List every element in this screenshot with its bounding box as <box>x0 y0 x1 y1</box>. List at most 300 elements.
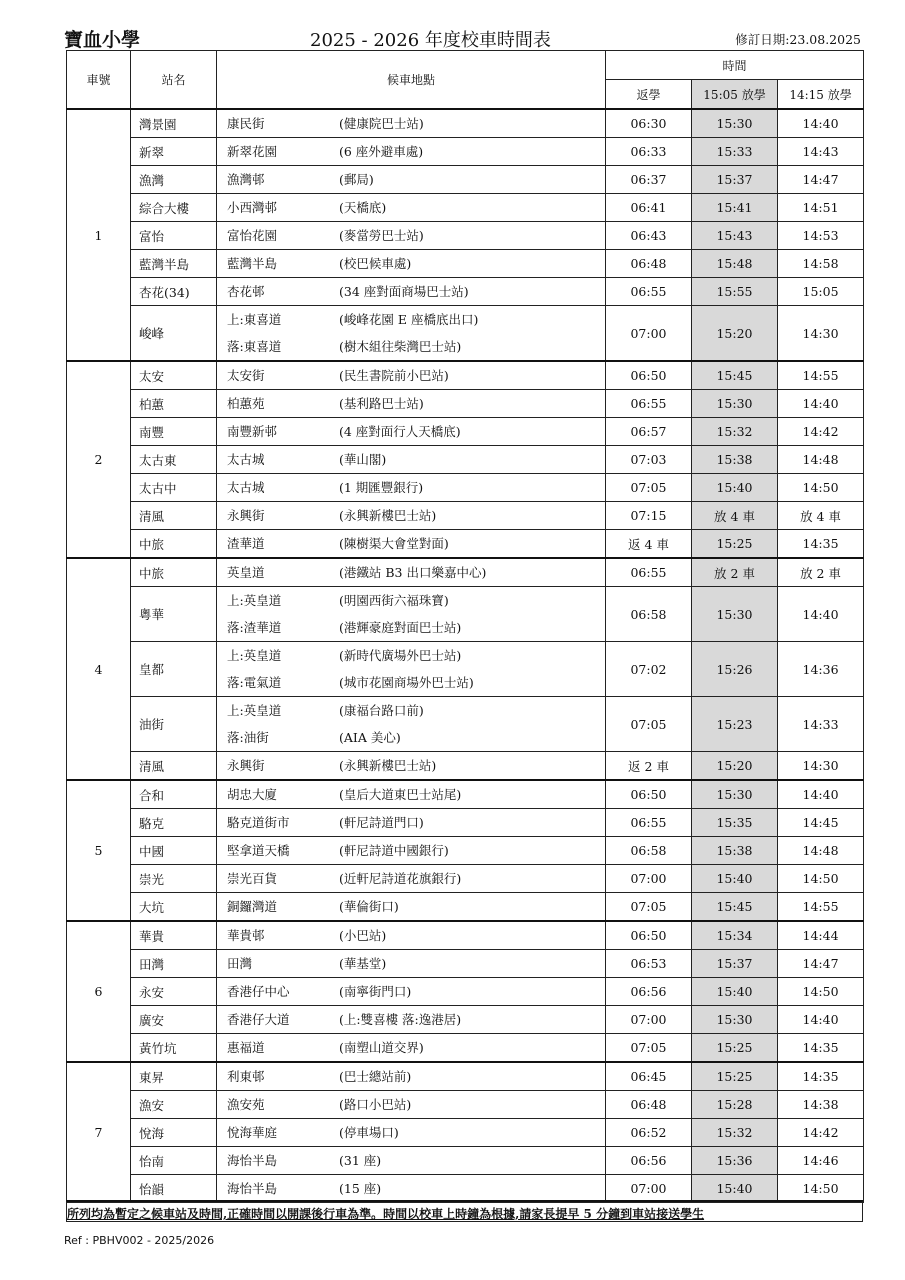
pickup-location <box>217 250 606 278</box>
stop-name: 合和 <box>131 780 217 809</box>
bus-number: 4 <box>67 558 131 780</box>
time-dismiss-1415: 15:05 <box>778 278 864 306</box>
page-header <box>0 0 905 50</box>
time-morning: 06:48 <box>606 1091 692 1119</box>
table-row <box>67 390 864 418</box>
location-detail: (天橋底) <box>339 200 387 215</box>
time-dismiss-1415: 14:30 <box>778 306 864 362</box>
table-row <box>67 474 864 502</box>
table-row <box>67 865 864 893</box>
stop-name: 駱克 <box>131 809 217 837</box>
stop-name: 永安 <box>131 978 217 1006</box>
location-detail: (上:雙喜樓 落:逸港居) <box>339 1012 462 1027</box>
location-place: 南豐新邨 <box>227 424 278 439</box>
time-morning: 06:33 <box>606 138 692 166</box>
time-dismiss-1505: 15:40 <box>692 978 778 1006</box>
time-dismiss-1415: 14:50 <box>778 865 864 893</box>
location-line <box>227 724 605 751</box>
location-place: 堅拿道天橋 <box>227 843 290 858</box>
time-dismiss-1415: 14:58 <box>778 250 864 278</box>
location-line <box>227 306 605 333</box>
time-dismiss-1505: 放 4 車 <box>692 502 778 530</box>
location-detail: (港鐵站 B3 出口樂嘉中心) <box>339 565 487 580</box>
pickup-location <box>217 306 606 362</box>
revision-date: 修訂日期:23.08.2025 <box>735 32 861 47</box>
location-line <box>227 138 605 165</box>
time-morning: 07:02 <box>606 642 692 697</box>
stop-name: 灣景園 <box>131 109 217 138</box>
location-place: 銅鑼灣道 <box>227 899 278 914</box>
location-place: 香港仔大道 <box>227 1012 290 1027</box>
stop-name: 藍灣半島 <box>131 250 217 278</box>
location-line <box>227 333 605 360</box>
stop-name: 油街 <box>131 697 217 752</box>
time-dismiss-1505: 15:43 <box>692 222 778 250</box>
time-dismiss-1415: 14:50 <box>778 978 864 1006</box>
time-dismiss-1505: 15:20 <box>692 752 778 781</box>
location-line <box>227 978 605 1005</box>
stop-name: 太古東 <box>131 446 217 474</box>
pickup-location <box>217 446 606 474</box>
location-detail: (15 座) <box>339 1181 382 1196</box>
location-place: 胡忠大廈 <box>227 787 278 802</box>
page-title: 2025 - 2026 年度校車時間表 <box>310 30 551 51</box>
time-morning: 06:58 <box>606 837 692 865</box>
location-detail: (明園西街六福珠寶) <box>339 593 449 608</box>
time-dismiss-1415: 14:33 <box>778 697 864 752</box>
time-morning: 06:52 <box>606 1119 692 1147</box>
bus-number: 7 <box>67 1062 131 1203</box>
time-dismiss-1505: 15:30 <box>692 1006 778 1034</box>
location-place: 太古城 <box>227 480 265 495</box>
header-time: 時間 <box>606 51 864 80</box>
time-dismiss-1505: 15:41 <box>692 194 778 222</box>
table-row <box>67 166 864 194</box>
location-place: 上:英皇道 <box>227 703 282 718</box>
location-line <box>227 752 605 779</box>
location-detail: (新時代廣場外巴士站) <box>339 648 462 663</box>
location-line <box>227 950 605 977</box>
location-detail: (34 座對面商場巴士站) <box>339 284 469 299</box>
time-dismiss-1415: 14:35 <box>778 530 864 559</box>
time-morning: 06:55 <box>606 278 692 306</box>
time-dismiss-1505: 15:23 <box>692 697 778 752</box>
location-detail: (路口小巴站) <box>339 1097 412 1112</box>
location-line <box>227 418 605 445</box>
time-dismiss-1505: 放 2 車 <box>692 558 778 587</box>
time-morning: 06:48 <box>606 250 692 278</box>
time-dismiss-1415: 14:55 <box>778 893 864 922</box>
location-place: 英皇道 <box>227 565 265 580</box>
pickup-location <box>217 809 606 837</box>
location-detail: (停車場口) <box>339 1125 399 1140</box>
location-detail: (華倫街口) <box>339 899 399 914</box>
stop-name: 大坑 <box>131 893 217 922</box>
location-line <box>227 250 605 277</box>
stop-name: 中國 <box>131 837 217 865</box>
stop-name: 富怡 <box>131 222 217 250</box>
stop-name: 太安 <box>131 361 217 390</box>
table-row <box>67 138 864 166</box>
pickup-location <box>217 530 606 559</box>
time-dismiss-1505: 15:55 <box>692 278 778 306</box>
location-line <box>227 922 605 949</box>
time-dismiss-1505: 15:32 <box>692 1119 778 1147</box>
location-place: 新翠花園 <box>227 144 278 159</box>
location-place: 落:油街 <box>227 730 269 745</box>
table-row <box>67 418 864 446</box>
time-dismiss-1505: 15:40 <box>692 474 778 502</box>
header-dismiss-1505: 15:05 放學 <box>692 80 778 110</box>
time-dismiss-1505: 15:37 <box>692 950 778 978</box>
location-line <box>227 1063 605 1090</box>
time-dismiss-1415: 14:51 <box>778 194 864 222</box>
time-dismiss-1415: 14:45 <box>778 809 864 837</box>
pickup-location <box>217 780 606 809</box>
stop-name: 綜合大樓 <box>131 194 217 222</box>
table-row <box>67 361 864 390</box>
time-dismiss-1505: 15:26 <box>692 642 778 697</box>
time-morning: 06:43 <box>606 222 692 250</box>
location-place: 海怡半島 <box>227 1181 278 1196</box>
table-row <box>67 1147 864 1175</box>
time-dismiss-1415: 14:53 <box>778 222 864 250</box>
time-morning: 06:58 <box>606 587 692 642</box>
bus-number: 2 <box>67 361 131 558</box>
table-row <box>67 278 864 306</box>
stop-name: 華貴 <box>131 921 217 950</box>
stop-name: 悅海 <box>131 1119 217 1147</box>
table-row <box>67 306 864 362</box>
location-place: 柏蕙苑 <box>227 396 265 411</box>
table-row <box>67 978 864 1006</box>
time-morning: 06:45 <box>606 1062 692 1091</box>
time-dismiss-1505: 15:36 <box>692 1147 778 1175</box>
time-dismiss-1505: 15:34 <box>692 921 778 950</box>
location-detail: (近軒尼詩道花旗銀行) <box>339 871 462 886</box>
pickup-location <box>217 194 606 222</box>
location-line <box>227 474 605 501</box>
time-dismiss-1415: 14:38 <box>778 1091 864 1119</box>
table-row <box>67 837 864 865</box>
time-dismiss-1415: 放 2 車 <box>778 558 864 587</box>
table-row <box>67 250 864 278</box>
time-morning: 07:00 <box>606 1175 692 1203</box>
header-location: 候車地點 <box>217 51 606 110</box>
pickup-location <box>217 222 606 250</box>
time-morning: 06:50 <box>606 921 692 950</box>
time-morning: 07:05 <box>606 1034 692 1063</box>
pickup-location <box>217 950 606 978</box>
table-row <box>67 752 864 781</box>
time-morning: 07:05 <box>606 697 692 752</box>
time-dismiss-1415: 14:40 <box>778 587 864 642</box>
location-place: 香港仔中心 <box>227 984 290 999</box>
pickup-location <box>217 642 606 697</box>
time-dismiss-1505: 15:48 <box>692 250 778 278</box>
time-morning: 06:55 <box>606 390 692 418</box>
time-dismiss-1415: 14:43 <box>778 138 864 166</box>
pickup-location <box>217 697 606 752</box>
location-detail: (小巴站) <box>339 928 387 943</box>
time-dismiss-1505: 15:45 <box>692 361 778 390</box>
pickup-location <box>217 837 606 865</box>
time-morning: 07:05 <box>606 893 692 922</box>
table-row <box>67 1006 864 1034</box>
time-dismiss-1415: 14:42 <box>778 418 864 446</box>
location-detail: (皇后大道東巴士站尾) <box>339 787 462 802</box>
location-place: 渣華道 <box>227 536 265 551</box>
time-morning: 06:50 <box>606 780 692 809</box>
pickup-location <box>217 390 606 418</box>
stop-name: 清風 <box>131 502 217 530</box>
table-row <box>67 109 864 138</box>
time-dismiss-1415: 14:40 <box>778 390 864 418</box>
time-dismiss-1505: 15:25 <box>692 530 778 559</box>
location-detail: (永興新樓巴士站) <box>339 508 437 523</box>
location-line <box>227 642 605 669</box>
time-dismiss-1415: 14:55 <box>778 361 864 390</box>
pickup-location <box>217 1147 606 1175</box>
location-line <box>227 1006 605 1033</box>
stop-name: 峻峰 <box>131 306 217 362</box>
time-dismiss-1415: 14:40 <box>778 1006 864 1034</box>
time-dismiss-1505: 15:20 <box>692 306 778 362</box>
time-dismiss-1505: 15:32 <box>692 418 778 446</box>
time-dismiss-1505: 15:30 <box>692 109 778 138</box>
location-place: 崇光百貨 <box>227 871 278 886</box>
location-place: 漁安苑 <box>227 1097 265 1112</box>
time-dismiss-1415: 14:36 <box>778 642 864 697</box>
stop-name: 怡韻 <box>131 1175 217 1203</box>
location-place: 落:東喜道 <box>227 339 282 354</box>
location-detail: (巴士總站前) <box>339 1069 412 1084</box>
location-detail: (民生書院前小巴站) <box>339 368 449 383</box>
table-row <box>67 558 864 587</box>
location-place: 田灣 <box>227 956 253 971</box>
pickup-location <box>217 1062 606 1091</box>
time-dismiss-1505: 15:30 <box>692 587 778 642</box>
time-dismiss-1505: 15:40 <box>692 1175 778 1203</box>
time-dismiss-1415: 14:42 <box>778 1119 864 1147</box>
time-dismiss-1505: 15:45 <box>692 893 778 922</box>
header-stop-name: 站名 <box>131 51 217 110</box>
reference-code: Ref : PBHV002 - 2025/2026 <box>64 1234 215 1247</box>
location-detail: (4 座對面行人天橋底) <box>339 424 461 439</box>
table-row <box>67 1034 864 1063</box>
time-dismiss-1415: 14:48 <box>778 446 864 474</box>
stop-name: 崇光 <box>131 865 217 893</box>
stop-name: 中旅 <box>131 558 217 587</box>
location-place: 永興街 <box>227 758 265 773</box>
time-morning: 返 2 車 <box>606 752 692 781</box>
schedule-body <box>67 109 864 1203</box>
stop-name: 清風 <box>131 752 217 781</box>
location-detail: (南寧街門口) <box>339 984 412 999</box>
time-morning: 07:03 <box>606 446 692 474</box>
bus-number: 6 <box>67 921 131 1062</box>
location-place: 康民街 <box>227 116 265 131</box>
location-detail: (6 座外避車處) <box>339 144 424 159</box>
stop-name: 太古中 <box>131 474 217 502</box>
stop-name: 粵華 <box>131 587 217 642</box>
time-dismiss-1505: 15:33 <box>692 138 778 166</box>
location-place: 太安街 <box>227 368 265 383</box>
pickup-location <box>217 893 606 922</box>
time-dismiss-1415: 14:30 <box>778 752 864 781</box>
location-place: 海怡半島 <box>227 1153 278 1168</box>
time-morning: 返 4 車 <box>606 530 692 559</box>
time-dismiss-1505: 15:40 <box>692 865 778 893</box>
location-place: 華貴邨 <box>227 928 265 943</box>
time-dismiss-1415: 14:44 <box>778 921 864 950</box>
table-row <box>67 780 864 809</box>
footer-note: 所列均為暫定之候車站及時間,正確時間以開課後行車為準。時間以校車上時鐘為根據,請家長提早 5 分鐘到車站接送學生 <box>67 1207 705 1221</box>
time-dismiss-1415: 14:47 <box>778 950 864 978</box>
location-line <box>227 697 605 724</box>
location-line <box>227 559 605 586</box>
location-detail: (郵局) <box>339 172 374 187</box>
location-line <box>227 446 605 473</box>
pickup-location <box>217 502 606 530</box>
location-place: 小西灣邨 <box>227 200 278 215</box>
pickup-location <box>217 166 606 194</box>
time-morning: 06:41 <box>606 194 692 222</box>
stop-name: 皇都 <box>131 642 217 697</box>
time-dismiss-1415: 放 4 車 <box>778 502 864 530</box>
bus-number: 5 <box>67 780 131 921</box>
location-line <box>227 865 605 892</box>
location-line <box>227 278 605 305</box>
location-line <box>227 1119 605 1146</box>
location-detail: (基利路巴士站) <box>339 396 424 411</box>
location-detail: (AIA 美心) <box>339 730 401 745</box>
table-row <box>67 587 864 642</box>
location-place: 富怡花園 <box>227 228 278 243</box>
time-dismiss-1415: 14:35 <box>778 1062 864 1091</box>
bus-number: 1 <box>67 109 131 361</box>
time-dismiss-1415: 14:48 <box>778 837 864 865</box>
location-detail: (華基堂) <box>339 956 387 971</box>
location-line <box>227 502 605 529</box>
pickup-location <box>217 361 606 390</box>
header-morning: 返學 <box>606 80 692 110</box>
location-detail: (健康院巴士站) <box>339 116 424 131</box>
pickup-location <box>217 1175 606 1203</box>
table-row <box>67 921 864 950</box>
time-dismiss-1505: 15:35 <box>692 809 778 837</box>
location-detail: (樹木組往柴灣巴士站) <box>339 339 462 354</box>
time-dismiss-1505: 15:37 <box>692 166 778 194</box>
time-dismiss-1415: 14:46 <box>778 1147 864 1175</box>
pickup-location <box>217 474 606 502</box>
location-line <box>227 530 605 557</box>
table-row <box>67 530 864 559</box>
time-morning: 06:30 <box>606 109 692 138</box>
time-dismiss-1415: 14:40 <box>778 109 864 138</box>
pickup-location <box>217 587 606 642</box>
stop-name: 中旅 <box>131 530 217 559</box>
pickup-location <box>217 1119 606 1147</box>
location-place: 杏花邨 <box>227 284 265 299</box>
pickup-location <box>217 1006 606 1034</box>
time-morning: 06:53 <box>606 950 692 978</box>
location-place: 惠福道 <box>227 1040 265 1055</box>
time-dismiss-1505: 15:38 <box>692 837 778 865</box>
table-row <box>67 809 864 837</box>
location-place: 落:渣華道 <box>227 620 282 635</box>
location-line <box>227 110 605 137</box>
table-row <box>67 697 864 752</box>
header-bus-no: 車號 <box>67 51 131 110</box>
table-row <box>67 446 864 474</box>
time-morning: 06:57 <box>606 418 692 446</box>
time-dismiss-1505: 15:38 <box>692 446 778 474</box>
location-place: 藍灣半島 <box>227 256 278 271</box>
location-detail: (康福台路口前) <box>339 703 424 718</box>
time-morning: 07:15 <box>606 502 692 530</box>
location-detail: (城市花園商場外巴士站) <box>339 675 474 690</box>
time-morning: 07:00 <box>606 1006 692 1034</box>
location-line <box>227 587 605 614</box>
location-line <box>227 893 605 920</box>
location-line <box>227 222 605 249</box>
time-morning: 06:55 <box>606 809 692 837</box>
location-place: 上:英皇道 <box>227 648 282 663</box>
table-row <box>67 222 864 250</box>
time-morning: 06:37 <box>606 166 692 194</box>
location-line <box>227 781 605 808</box>
pickup-location <box>217 752 606 781</box>
location-line <box>227 837 605 864</box>
table-row <box>67 1119 864 1147</box>
location-place: 悅海華庭 <box>227 1125 278 1140</box>
location-line <box>227 1175 605 1202</box>
table-row <box>67 1062 864 1091</box>
location-place: 上:英皇道 <box>227 593 282 608</box>
location-place: 太古城 <box>227 452 265 467</box>
time-morning: 07:00 <box>606 306 692 362</box>
time-dismiss-1415: 14:40 <box>778 780 864 809</box>
pickup-location <box>217 1034 606 1063</box>
location-detail: (軒尼詩道中國銀行) <box>339 843 449 858</box>
stop-name: 黃竹坑 <box>131 1034 217 1063</box>
pickup-location <box>217 138 606 166</box>
location-detail: (31 座) <box>339 1153 382 1168</box>
location-detail: (永興新樓巴士站) <box>339 758 437 773</box>
time-dismiss-1415: 14:47 <box>778 166 864 194</box>
location-place: 落:電氣道 <box>227 675 282 690</box>
location-line <box>227 166 605 193</box>
time-dismiss-1505: 15:30 <box>692 780 778 809</box>
stop-name: 廣安 <box>131 1006 217 1034</box>
location-place: 漁灣邨 <box>227 172 265 187</box>
location-line <box>227 809 605 836</box>
location-detail: (陳樹渠大會堂對面) <box>339 536 449 551</box>
location-line <box>227 1147 605 1174</box>
time-dismiss-1505: 15:25 <box>692 1034 778 1063</box>
time-dismiss-1415: 14:50 <box>778 474 864 502</box>
location-line <box>227 669 605 696</box>
time-morning: 06:50 <box>606 361 692 390</box>
stop-name: 田灣 <box>131 950 217 978</box>
stop-name: 杏花(34) <box>131 278 217 306</box>
time-morning: 06:55 <box>606 558 692 587</box>
stop-name: 柏蕙 <box>131 390 217 418</box>
stop-name: 新翠 <box>131 138 217 166</box>
time-morning: 07:05 <box>606 474 692 502</box>
location-place: 利東邨 <box>227 1069 265 1084</box>
